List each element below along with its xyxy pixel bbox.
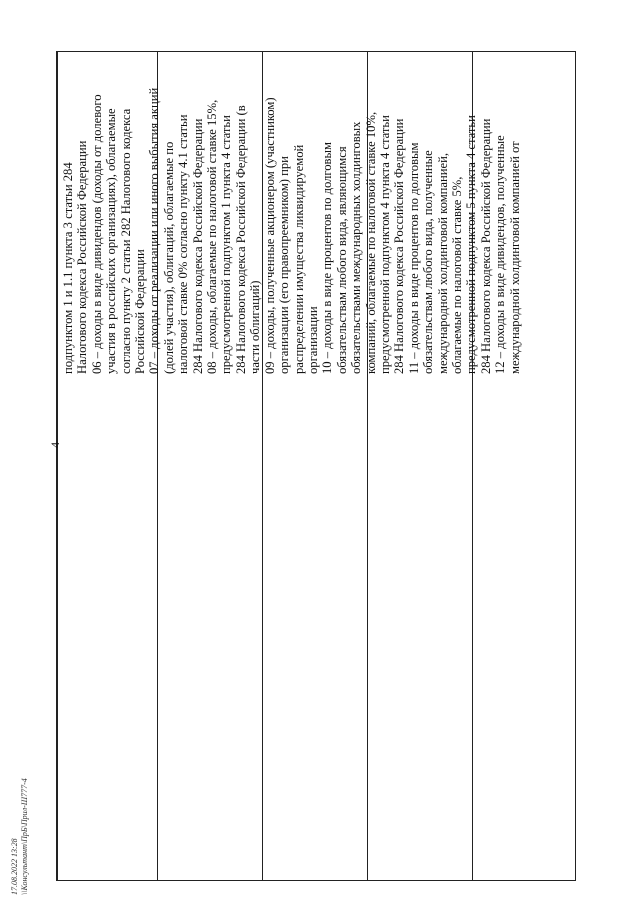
text-line: участия в российских организациях), облагаемые bbox=[104, 108, 119, 374]
text-line: организации (его правопреемником) при bbox=[277, 156, 292, 374]
text-line: обязательствами международных холдинговых bbox=[349, 121, 364, 374]
income-codes-text bbox=[57, 52, 575, 380]
text-line: 08 – доходы, облагаемые по налоговой ставке 15%, bbox=[205, 99, 220, 374]
footer-path: \\Консультант\ПрБ\Прил-Ш777-4 bbox=[20, 778, 29, 895]
text-line: 284 Налогового кодекса Российской Федерации bbox=[478, 118, 493, 374]
text-line: 09 – доходы, полученные акционером (участником) bbox=[262, 97, 277, 374]
text-line: Налогового кодекса Российской Федерации bbox=[75, 140, 90, 374]
text-line: подпунктом 1 и 1.1 пункта 3 статьи 284 bbox=[61, 162, 75, 374]
text-line: 06 – доходы в виде дивидендов (доходы от долевого bbox=[89, 94, 104, 374]
text-line: 10 – доходы в виде процентов по долговым bbox=[320, 142, 335, 374]
text-line: организации bbox=[305, 306, 320, 374]
text-line: предусмотренной подпунктом 4 пункта 4 статьи bbox=[377, 115, 392, 374]
text-line: обязательствам любого вида, являющимся bbox=[334, 146, 349, 374]
text-line: предусмотренной подпунктом 5 пункта 4 статьи bbox=[464, 115, 479, 374]
page-number: 4 bbox=[48, 442, 62, 448]
text-line: международной холдинговой компанией от bbox=[507, 141, 522, 374]
text-line: 12 – доходы в виде дивидендов, полученные bbox=[493, 135, 508, 374]
footer-timestamp: 17.08.2022 13:28 bbox=[10, 838, 19, 895]
text-line: 284 Налогового кодекса Российской Федерации bbox=[190, 118, 205, 374]
text-line: 284 Налогового кодекса Российской Федерации bbox=[392, 118, 407, 374]
text-line: обязательствам любого вида, полученные bbox=[421, 150, 436, 374]
text-line: части облигаций) bbox=[248, 280, 263, 374]
text-line: предусмотренной подпунктом 1 пункта 4 статьи bbox=[219, 115, 234, 374]
text-line: компаний, облагаемые по налоговой ставке 10%, bbox=[363, 111, 378, 374]
text-line: распределении имущества ликвидируемой bbox=[291, 144, 306, 374]
text-line: налоговой ставке 0% согласно пункту 4.1 статьи bbox=[176, 114, 191, 374]
text-line: согласно пункту 2 статьи 282 Налогового кодекса bbox=[118, 108, 133, 374]
text-line: 284 Налогового кодекса Российской Федерации (в bbox=[233, 105, 248, 374]
text-line: международной холдинговой компанией, bbox=[435, 153, 450, 374]
text-line: облагаемые по налоговой ставке 5%, bbox=[449, 176, 464, 374]
codes-table bbox=[56, 51, 576, 881]
text-line: 07 – доходы от реализации или иного выбытия акций bbox=[147, 87, 162, 374]
text-line: 11 – доходы в виде процентов по долговым bbox=[406, 142, 421, 374]
print-footer bbox=[10, 778, 30, 895]
text-line: Российской Федерации bbox=[133, 249, 148, 374]
text-line: (долей участия), облигаций, облагаемые по bbox=[161, 141, 176, 374]
